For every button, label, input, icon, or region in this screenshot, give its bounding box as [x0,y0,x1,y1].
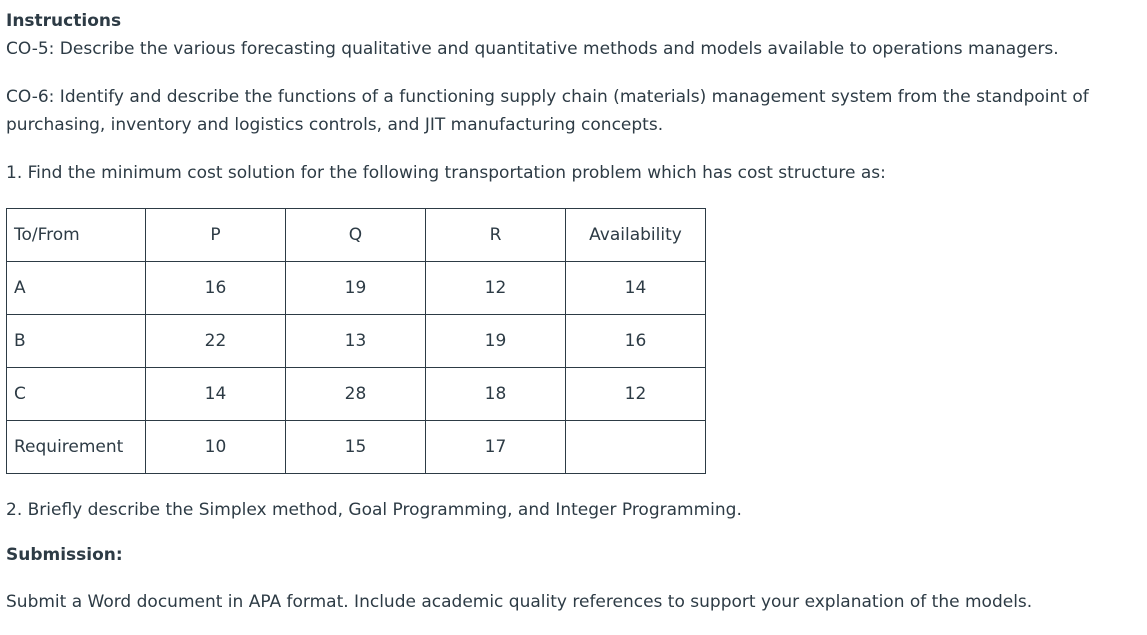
table-cell: 15 [286,421,426,474]
table-cell: 14 [566,262,706,315]
table-header-cell: Availability [566,209,706,262]
co6-text-line2: purchasing, inventory and logistics controls, and JIT manufacturing concepts. [6,115,664,135]
table-header-cell: P [146,209,286,262]
table-header-cell: R [426,209,566,262]
transportation-cost-table [6,208,706,474]
table-cell: 14 [146,368,286,421]
table-cell: 16 [146,262,286,315]
table-cell: 16 [566,315,706,368]
table-cell: 19 [286,262,426,315]
instructions-heading: Instructions [6,11,122,31]
table-cell: C [7,368,146,421]
question-1-text: 1. Find the minimum cost solution for the following transportation problem which has cost structure as: [6,163,886,183]
table-cell: 17 [426,421,566,474]
table-cell [566,421,706,474]
table-cell: 12 [426,262,566,315]
table-cell: A [7,262,146,315]
table-cell: B [7,315,146,368]
table-cell: 19 [426,315,566,368]
table-cell: 10 [146,421,286,474]
co6-text-line1: CO-6: Identify and describe the functions of a functioning supply chain (materials) management system from the standpoint of [6,87,1089,107]
table-cell: 28 [286,368,426,421]
table-row [7,421,706,474]
table-cell: 12 [566,368,706,421]
co5-text: CO-5: Describe the various forecasting qualitative and quantitative methods and models available to operations managers. [6,39,1059,59]
table-header-cell: Q [286,209,426,262]
table-cell: 18 [426,368,566,421]
submission-heading: Submission: [6,545,123,565]
table-row [7,262,706,315]
question-2-text: 2. Briefly describe the Simplex method, Goal Programming, and Integer Programming. [6,500,742,520]
table-cell: 22 [146,315,286,368]
table-header-cell: To/From [7,209,146,262]
submission-text: Submit a Word document in APA format. Include academic quality references to support your explanation of the models. [6,592,1033,612]
table-cell: Requirement [7,421,146,474]
table-row [7,315,706,368]
table-row [7,368,706,421]
table-cell: 13 [286,315,426,368]
table-header-row [7,209,706,262]
